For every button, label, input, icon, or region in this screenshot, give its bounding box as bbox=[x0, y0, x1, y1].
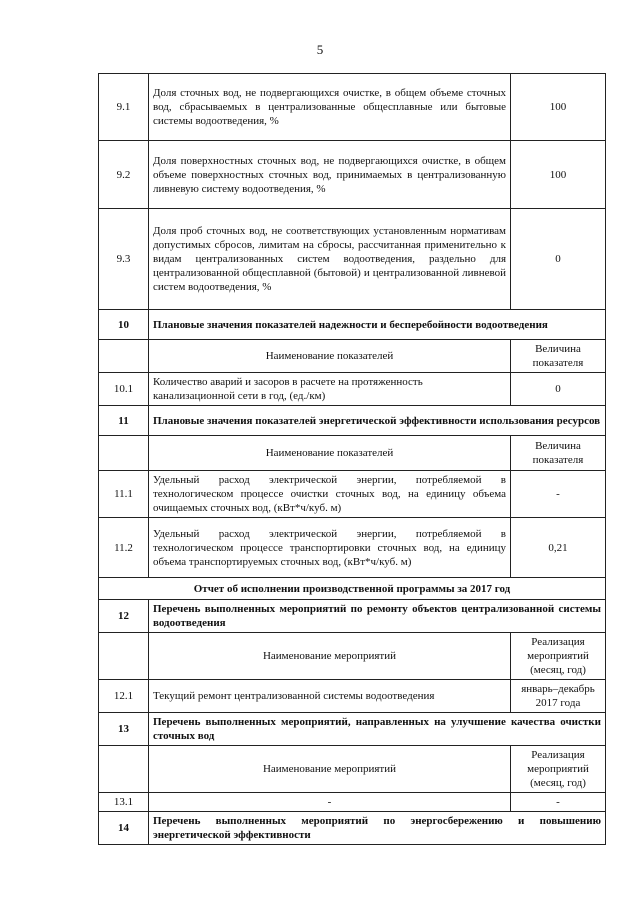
column-header-name: Наименование мероприятий bbox=[149, 633, 511, 680]
header-row bbox=[99, 746, 606, 793]
row-value: 100 bbox=[511, 74, 606, 141]
row-text: Доля проб сточных вод, не соответствующих установленным нормативам допустимых сбросов, лимитам на сбросы, рассчитанная применительно к видам централизованных систем водоотведения, раздельно для централизованной общесплавной (бытовой) и централизованной ливневой систем водоотведения, % bbox=[149, 209, 511, 310]
section-title: Плановые значения показателей надежности и бесперебойности водоотведения bbox=[149, 310, 606, 340]
row-number: 12.1 bbox=[99, 680, 149, 713]
report-title: Отчет об исполнении производственной программы за 2017 год bbox=[99, 578, 606, 600]
column-header-value: Реализация мероприятий (месяц, год) bbox=[511, 633, 606, 680]
row-text: Текущий ремонт централизованной системы водоотведения bbox=[149, 680, 511, 713]
indicators-table bbox=[98, 73, 606, 845]
table-row bbox=[99, 518, 606, 578]
row-value: январь–декабрь 2017 года bbox=[511, 680, 606, 713]
column-header-value: Реализация мероприятий (месяц, год) bbox=[511, 746, 606, 793]
header-row bbox=[99, 340, 606, 373]
row-text: Количество аварий и засоров в расчете на протяженность канализационной сети в год, (ед./км) bbox=[149, 373, 511, 406]
row-value: 100 bbox=[511, 141, 606, 209]
section-number: 14 bbox=[99, 812, 149, 845]
table-row bbox=[99, 373, 606, 406]
page-number: 5 bbox=[316, 42, 324, 57]
table-row bbox=[99, 471, 606, 518]
header-row bbox=[99, 436, 606, 471]
row-text: Удельный расход электрической энергии, потребляемой в технологическом процессе транспортировки сточных вод, на единицу объема транспортируемых сточных вод, (кВт*ч/куб. м) bbox=[149, 518, 511, 578]
section-row bbox=[99, 600, 606, 633]
section-title: Перечень выполненных мероприятий по ремонту объектов централизованной системы водоотведения bbox=[149, 600, 606, 633]
section-row bbox=[99, 310, 606, 340]
table-row bbox=[99, 680, 606, 713]
row-number: 11.1 bbox=[99, 471, 149, 518]
row-number: 13.1 bbox=[99, 793, 149, 812]
table-row bbox=[99, 141, 606, 209]
section-row bbox=[99, 812, 606, 845]
header-row bbox=[99, 633, 606, 680]
row-value: - bbox=[511, 793, 606, 812]
section-number: 10 bbox=[99, 310, 149, 340]
column-header-name: Наименование показателей bbox=[149, 340, 511, 373]
section-row bbox=[99, 713, 606, 746]
section-title: Перечень выполненных мероприятий, направленных на улучшение качества очистки сточных вод bbox=[149, 713, 606, 746]
column-header-value: Величина показателя bbox=[511, 340, 606, 373]
row-text: Удельный расход электрической энергии, потребляемой в технологическом процессе очистки сточных вод, на единицу объема очищаемых сточных вод, (кВт*ч/куб. м) bbox=[149, 471, 511, 518]
section-title: Перечень выполненных мероприятий по энергосбережению и повышению энергетической эффективности bbox=[149, 812, 606, 845]
row-number: 9.3 bbox=[99, 209, 149, 310]
report-title-row bbox=[99, 578, 606, 600]
section-number: 11 bbox=[99, 406, 149, 436]
row-number: 9.2 bbox=[99, 141, 149, 209]
section-row bbox=[99, 406, 606, 436]
table-row bbox=[99, 74, 606, 141]
column-header-value: Величина показателя bbox=[511, 436, 606, 471]
row-value: 0 bbox=[511, 209, 606, 310]
row-value: - bbox=[511, 471, 606, 518]
column-header-name: Наименование показателей bbox=[149, 436, 511, 471]
row-text: Доля сточных вод, не подвергающихся очистке, в общем объеме сточных вод, сбрасываемых в централизованные общесплавные или бытовые системы водоотведения, % bbox=[149, 74, 511, 141]
row-number: 9.1 bbox=[99, 74, 149, 141]
table-row bbox=[99, 793, 606, 812]
row-number: 11.2 bbox=[99, 518, 149, 578]
row-value: 0 bbox=[511, 373, 606, 406]
section-number: 13 bbox=[99, 713, 149, 746]
table-row bbox=[99, 209, 606, 310]
section-title: Плановые значения показателей энергетической эффективности использования ресурсов bbox=[149, 406, 606, 436]
row-number: 10.1 bbox=[99, 373, 149, 406]
column-header-name: Наименование мероприятий bbox=[149, 746, 511, 793]
row-text: Доля поверхностных сточных вод, не подвергающихся очистке, в общем объеме поверхностных сточных вод, принимаемых в централизованную ливневую систему водоотведения, % bbox=[149, 141, 511, 209]
row-text: - bbox=[149, 793, 511, 812]
row-value: 0,21 bbox=[511, 518, 606, 578]
section-number: 12 bbox=[99, 600, 149, 633]
